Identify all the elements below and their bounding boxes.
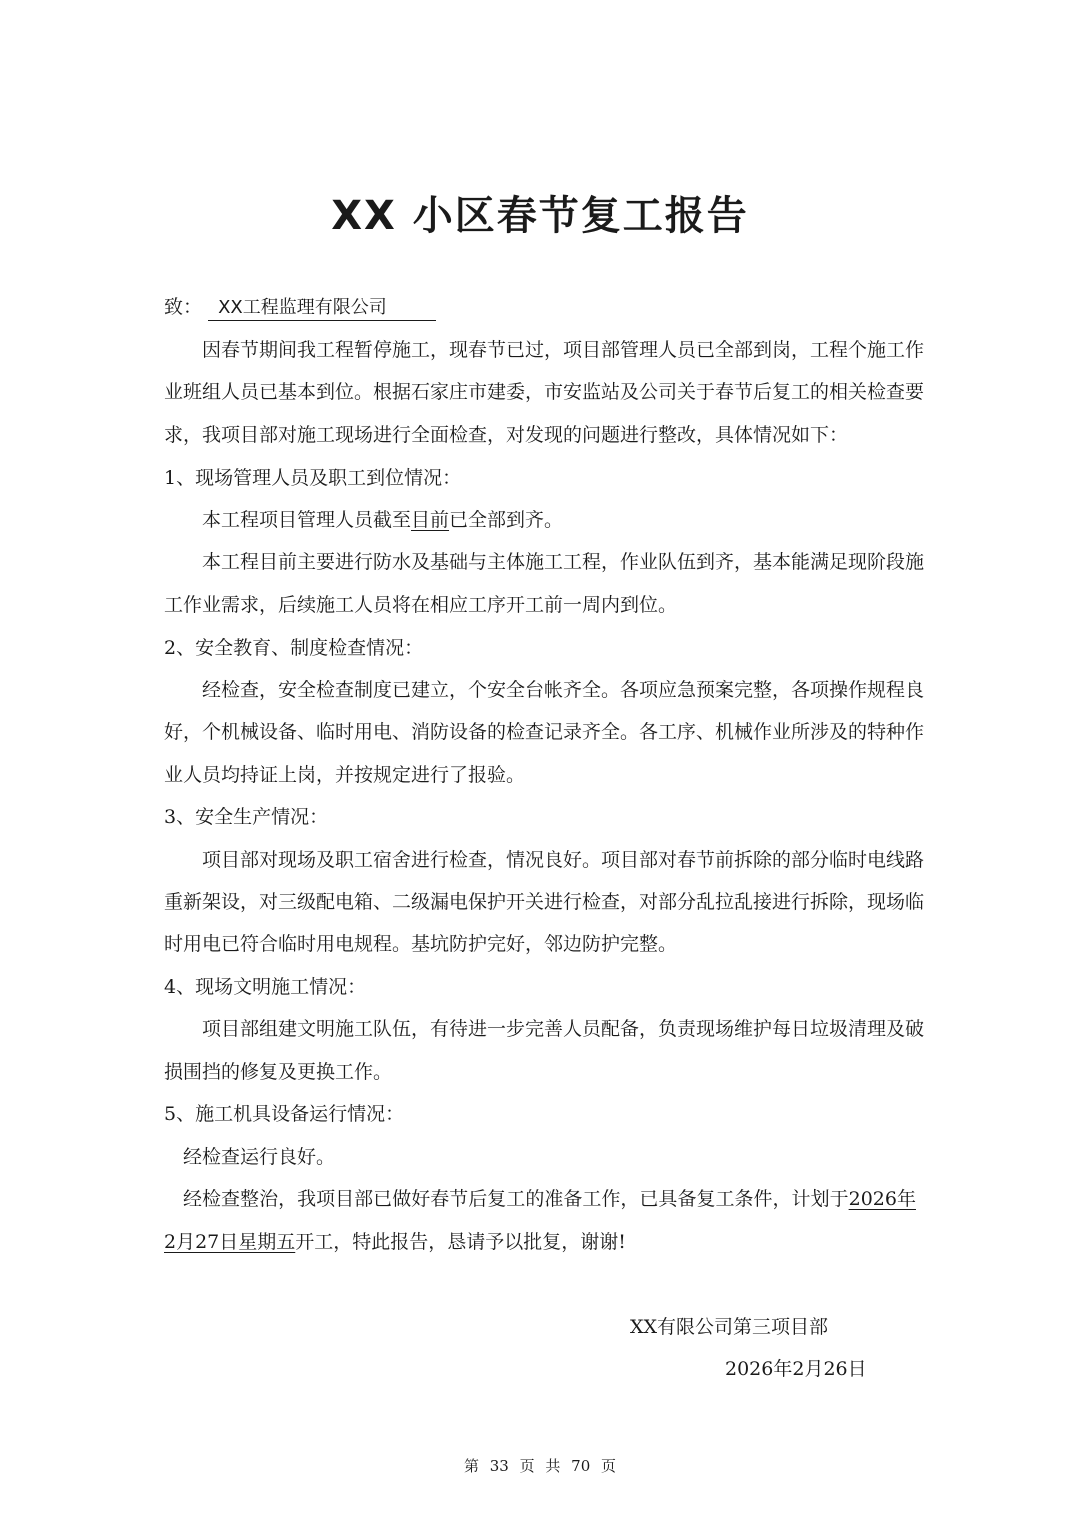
page-footer	[0, 1454, 1080, 1478]
section-3-line-3: 时用电已符合临时用电规程。基坑防护完好，邻边防护完整。	[164, 933, 678, 955]
conclusion-line-2	[164, 1227, 924, 1257]
title-text: 小区春节复工报告	[396, 192, 749, 239]
section-5-line-1: 经检查运行良好。	[183, 1146, 336, 1168]
section-1-paragraph-2-line-2: 工作业需求，后续施工人员将在相应工序开工前一周内到位。	[164, 594, 678, 616]
page-title	[0, 188, 1080, 244]
recipient-label: 致：	[164, 296, 203, 318]
signature-date: 2026年2月26日	[725, 1358, 867, 1380]
conclusion-year: 2026年	[848, 1188, 916, 1210]
section-2-line-3: 业人员均持证上岗，并按规定进行了报验。	[164, 764, 526, 786]
section-1-text-after: 已全部到齐。	[449, 509, 564, 531]
conclusion-line-1	[183, 1184, 916, 1214]
section-1-text-before: 本工程项目管理人员截至	[202, 509, 412, 531]
section-5-heading: 5、施工机具设备运行情况：	[164, 1103, 405, 1125]
section-3-heading: 3、安全生产情况：	[164, 806, 329, 828]
section-3-line-1: 项目部对现场及职工宿舍进行检查，情况良好。项目部对春节前拆除的部分临时电线路	[202, 849, 925, 871]
section-2-line-1: 经检查，安全检查制度已建立，个安全台帐齐全。各项应急预案完整，各项操作规程良	[202, 679, 925, 701]
section-4-line-1: 项目部组建文明施工队伍，有待进一步完善人员配备，负责现场维护每日垃圾清理及破	[202, 1018, 925, 1040]
recipient-company: XX工程监理有限公司	[208, 296, 436, 321]
signature-org: XX有限公司第三项目部	[630, 1316, 829, 1338]
footer-suffix: 页	[601, 1457, 617, 1475]
intro-line-3: 求，我项目部对施工现场进行全面检查，对发现的问题进行整改，具体情况如下：	[164, 424, 849, 446]
conclusion-start-date: 2月27日星期五	[164, 1231, 296, 1253]
footer-total-pages: 70	[571, 1457, 591, 1475]
recipient-line	[164, 292, 924, 322]
section-1-paragraph-1	[202, 505, 916, 535]
conclusion-text: 经检查整治，我项目部已做好春节后复工的准备工作，已具备复工条件，计划于	[183, 1188, 849, 1210]
section-1-paragraph-2-line-1: 本工程目前主要进行防水及基础与主体施工工程，作业队伍到齐，基本能满足现阶段施	[202, 551, 925, 573]
footer-prefix: 第	[463, 1457, 479, 1475]
section-4-line-2: 损围挡的修复及更换工作。	[164, 1061, 393, 1083]
section-2-heading: 2、安全教育、制度检查情况：	[164, 637, 424, 659]
conclusion-closing: 开工，特此报告，恳请予以批复，谢谢!	[295, 1231, 626, 1253]
intro-line-2: 业班组人员已基本到位。根据石家庄市建委，市安监站及公司关于春节后复工的相关检查要	[164, 381, 925, 403]
section-4-heading: 4、现场文明施工情况：	[164, 976, 367, 998]
section-1-heading: 1、现场管理人员及职工到位情况：	[164, 467, 462, 489]
footer-middle: 页 共	[519, 1457, 561, 1475]
section-3-line-2: 重新架设，对三级配电箱、二级漏电保护开关进行检查，对部分乱拉乱接进行拆除，现场临	[164, 891, 925, 913]
title-latin: XX	[331, 193, 397, 239]
section-1-underlined: 目前	[411, 509, 450, 531]
footer-page-number: 33	[489, 1457, 509, 1475]
section-2-line-2: 好，个机械设备、临时用电、消防设备的检查记录齐全。各工序、机械作业所涉及的特种作	[164, 721, 925, 743]
intro-line-1: 因春节期间我工程暂停施工，现春节已过，项目部管理人员已全部到岗，工程个施工作	[202, 339, 925, 361]
